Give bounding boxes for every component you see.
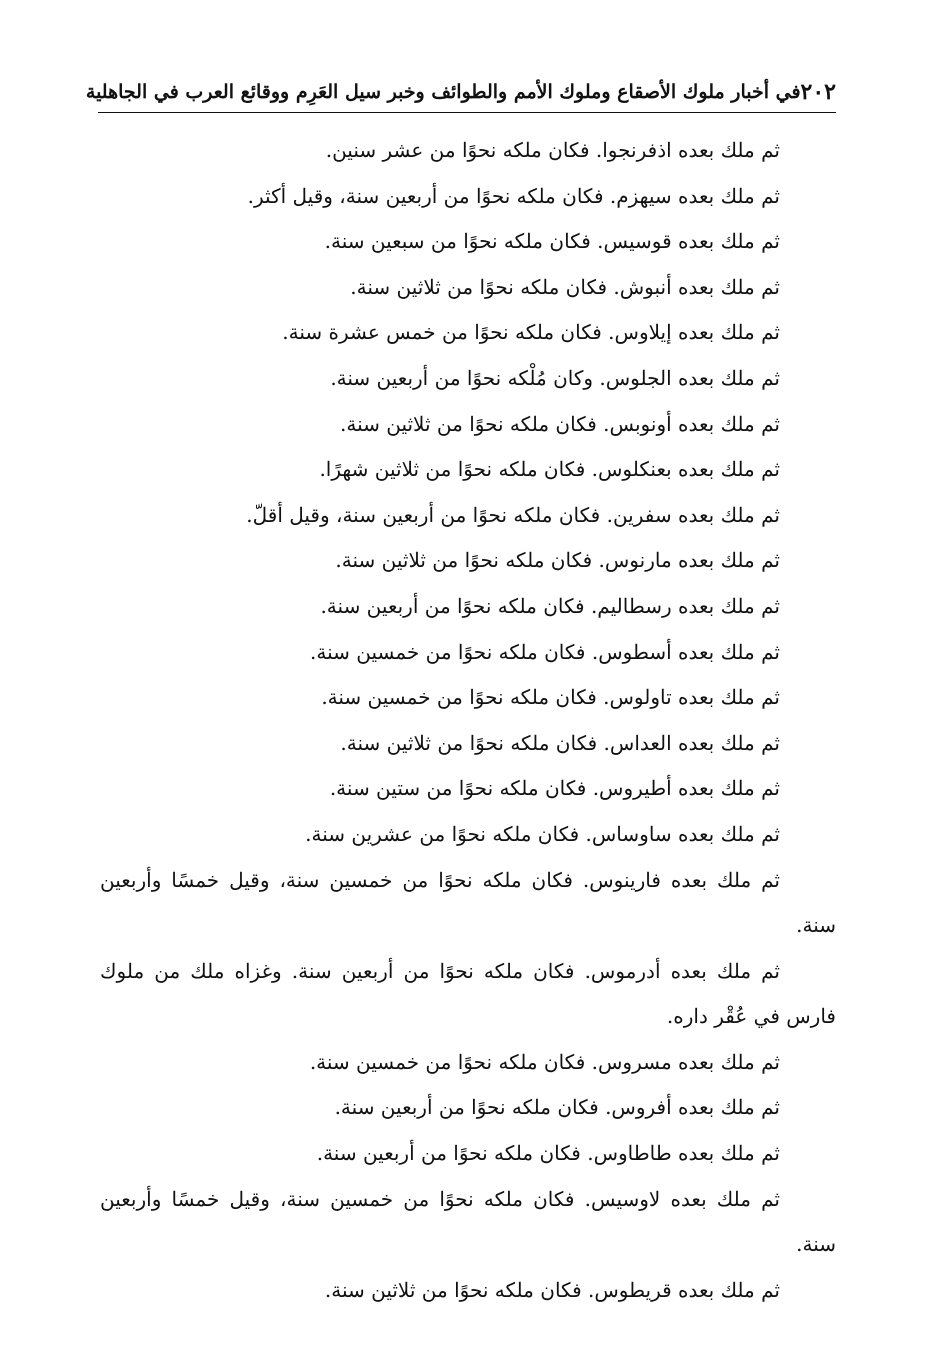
paragraph: ثم ملك بعده سيهزم. فكان ملكه نحوًا من أربعين سنة، وقيل أكثر. <box>247 183 780 208</box>
paragraph: ثم ملك بعده تاولوس. فكان ملكه نحوًا من خمسين سنة. <box>321 685 780 710</box>
paragraph: ثم ملك بعده مارنوس. فكان ملكه نحوًا من ثلاثين سنة. <box>335 548 780 573</box>
paragraph: ثم ملك بعده إيلاوس. فكان ملكه نحوًا من خمس عشرة سنة. <box>282 320 780 345</box>
paragraph: ثم ملك بعده لاوسيس. فكان ملكه نحوًا من خمسين سنة، وقيل خمسًا وأربعين سنة. <box>100 1186 836 1257</box>
paragraph: ثم ملك بعده سفرين. فكان ملكه نحوًا من أربعين سنة، وقيل أقلّ. <box>246 502 780 527</box>
paragraph: ثم ملك بعده أدرموس. فكان ملكه نحوًا من أربعين سنة. وغزاه ملك من ملوك فارس في عُقْر داره. <box>100 958 836 1029</box>
paragraph: ثم ملك بعده طاطاوس. فكان ملكه نحوًا من أربعين سنة. <box>316 1141 780 1166</box>
paragraph: ثم ملك بعده مسروس. فكان ملكه نحوًا من خمسين سنة. <box>309 1049 780 1074</box>
paragraph: ثم ملك بعده العداس. فكان ملكه نحوًا من ثلاثين سنة. <box>340 730 780 755</box>
paragraph: ثم ملك بعده قوسيس. فكان ملكه نحوًا من سبعين سنة. <box>324 229 780 254</box>
page-number: ٢٠٢ <box>800 79 836 105</box>
paragraph: ثم ملك بعده أطيروس. فكان ملكه نحوًا من ستين سنة. <box>329 776 780 801</box>
header-rule <box>98 112 836 113</box>
paragraph: ثم ملك بعده رسطاليم. فكان ملكه نحوًا من أربعين سنة. <box>320 593 780 618</box>
running-header <box>85 74 836 110</box>
paragraph: ثم ملك بعده أفروس. فكان ملكه نحوًا من أربعين سنة. <box>334 1095 780 1120</box>
paragraph: ثم ملك بعده ساوساس. فكان ملكه نحوًا من عشرين سنة. <box>305 821 780 846</box>
running-title: في أخبار ملوك الأصقاع وملوك الأمم والطوائف وخبر سيل العَرِم ووقائع العرب في الجاهلية <box>85 81 801 103</box>
paragraph: ثم ملك بعده قريطوس. فكان ملكه نحوًا من ثلاثين سنة. <box>324 1277 780 1302</box>
paragraph: ثم ملك بعده اذفرنجوا. فكان ملكه نحوًا من عشر سنين. <box>325 138 780 162</box>
paragraph: ثم ملك بعده فارينوس. فكان ملكه نحوًا من خمسين سنة، وقيل خمسًا وأربعين سنة. <box>100 867 836 938</box>
paragraph: ثم ملك بعده الجلوس. وكان مُلْكه نحوًا من أربعين سنة. <box>330 365 780 390</box>
paragraph: ثم ملك بعده بعنكلوس. فكان ملكه نحوًا من ثلاثين شهرًا. <box>319 457 780 482</box>
paragraph: ثم ملك بعده أونوبس. فكان ملكه نحوًا من ثلاثين سنة. <box>340 411 780 436</box>
body-text <box>100 128 836 1313</box>
paragraph: ثم ملك بعده أسطوس. فكان ملكه نحوًا من خمسين سنة. <box>310 639 780 664</box>
paragraph: ثم ملك بعده أنبوش. فكان ملكه نحوًا من ثلاثين سنة. <box>350 274 780 299</box>
